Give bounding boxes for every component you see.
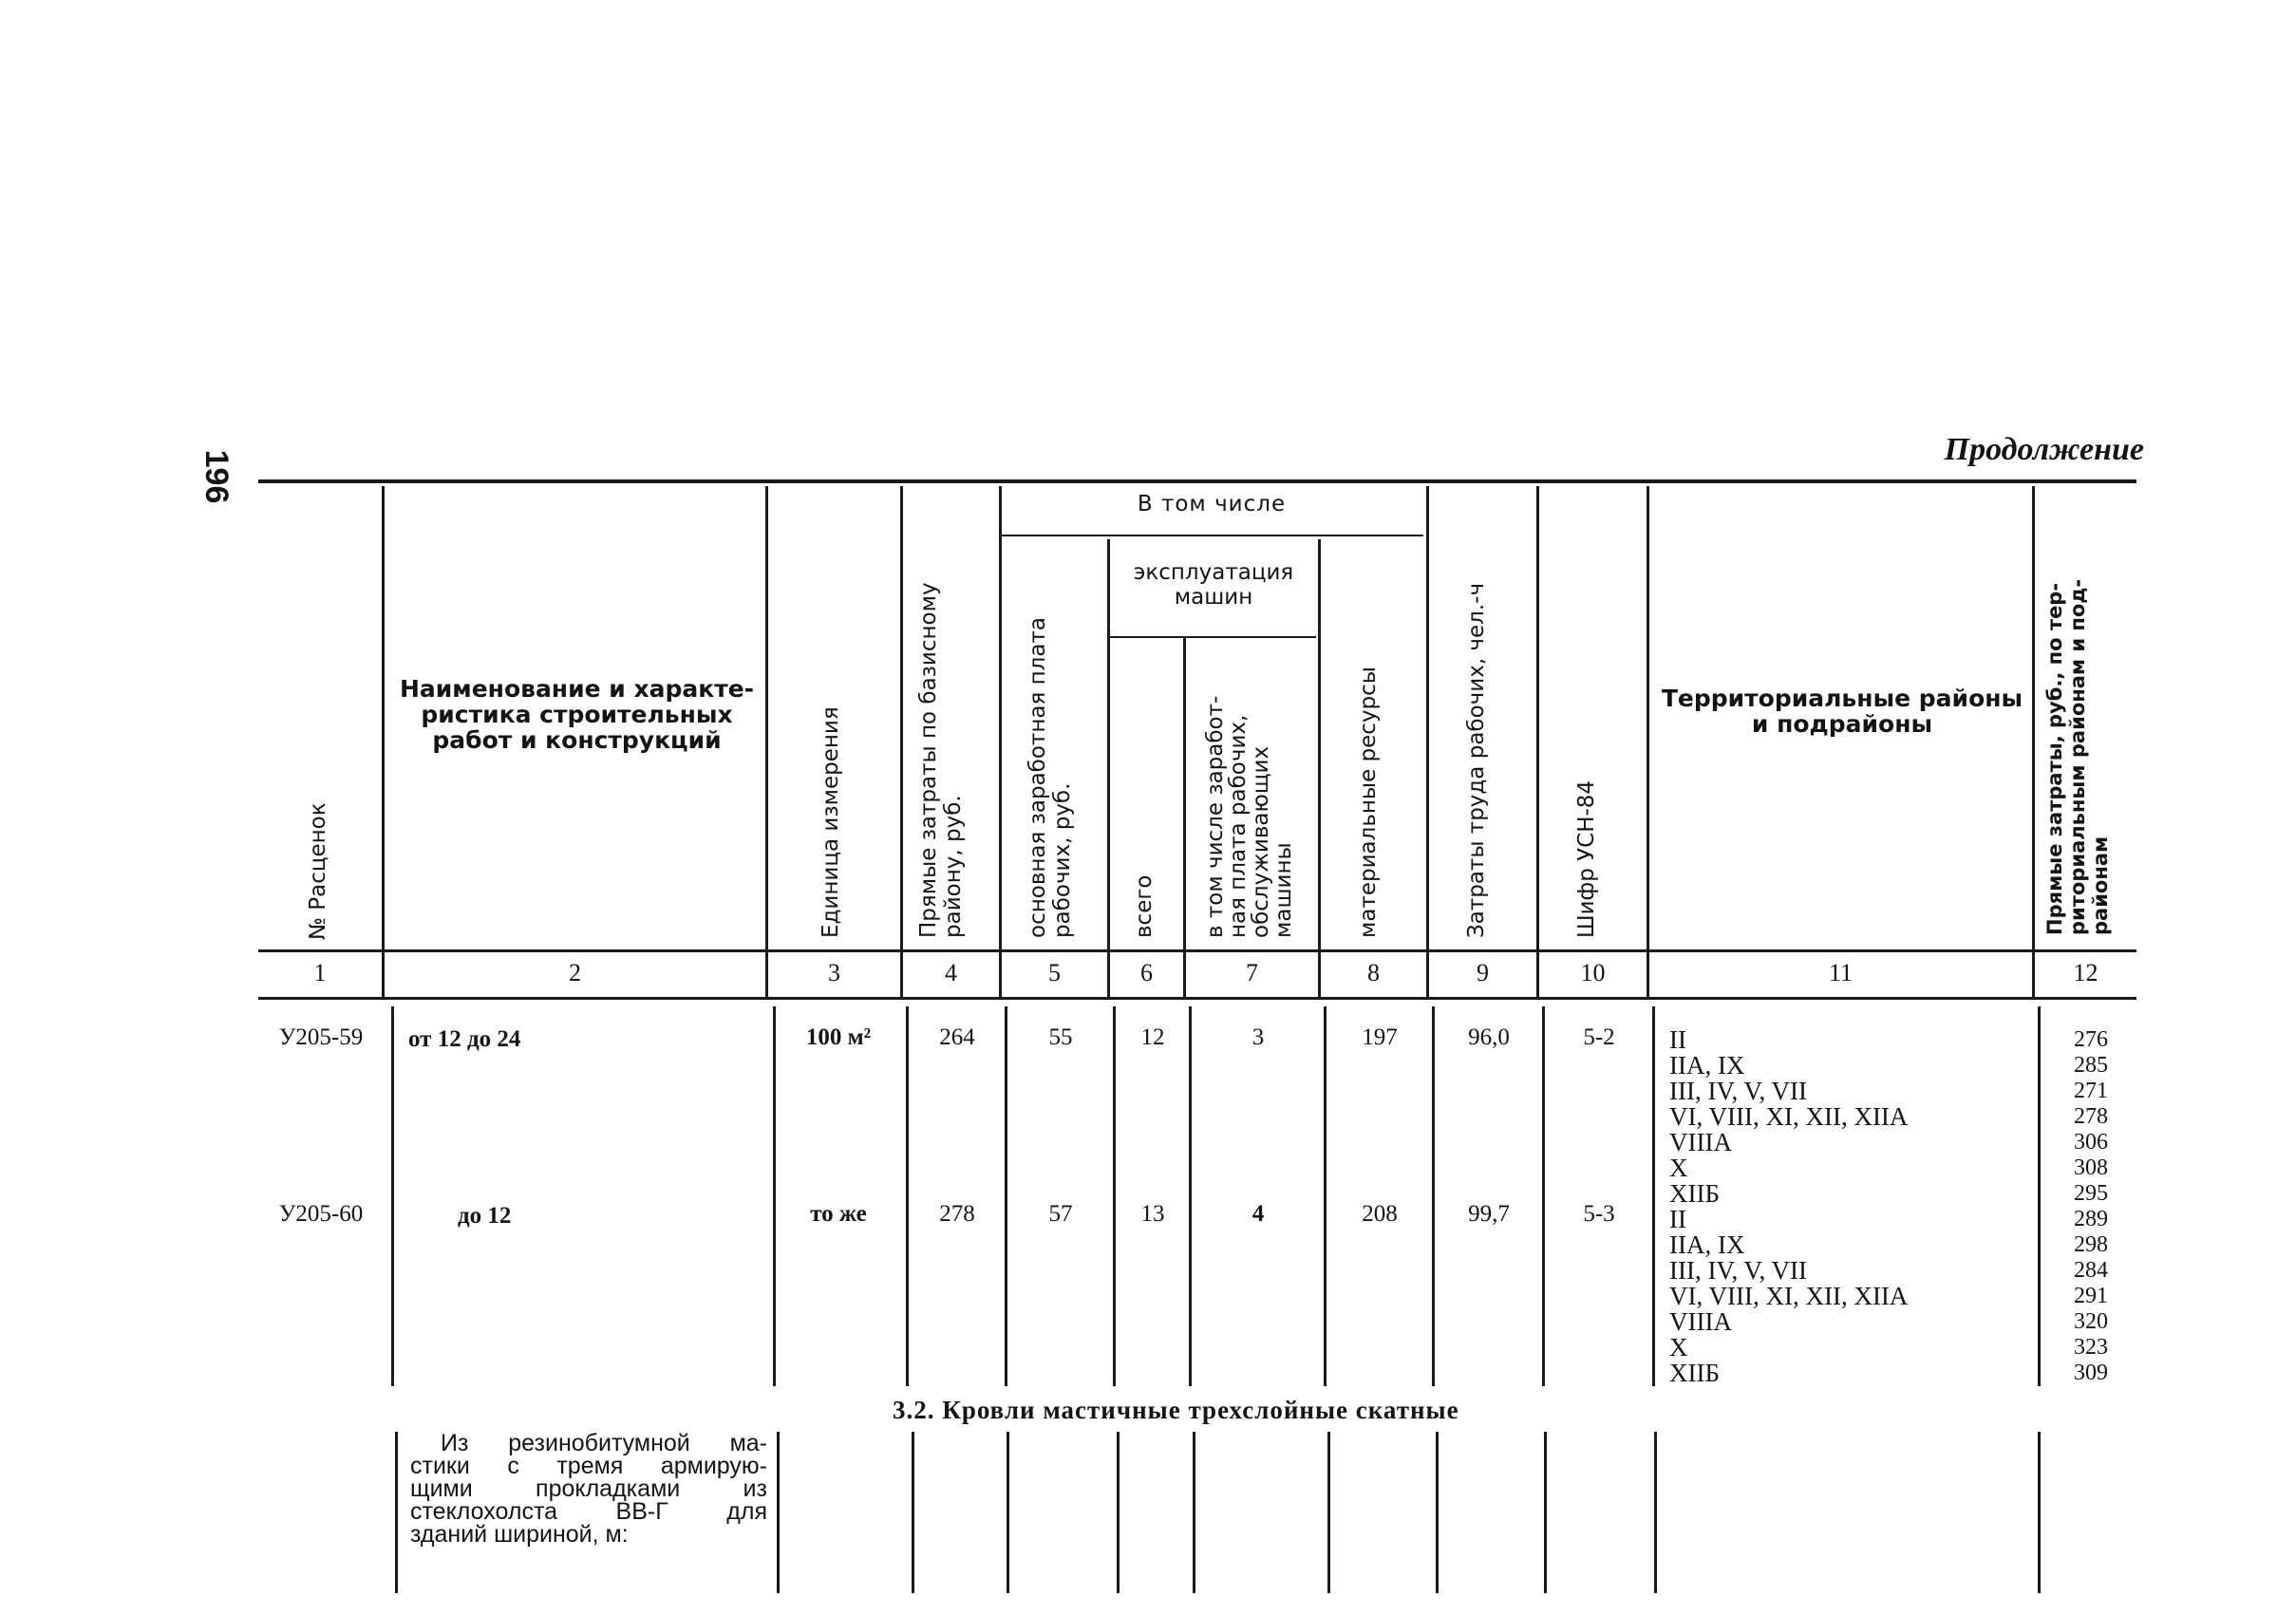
column-number: 10 [1580, 959, 1606, 986]
direct-cost: 264 [939, 1024, 975, 1050]
header-col6-machines-total: всего [1132, 874, 1157, 938]
column-number: 3 [828, 959, 840, 986]
header-col-separator [2032, 486, 2035, 997]
table-top-rule [258, 479, 2136, 483]
region: II [1669, 1025, 1686, 1054]
region: VI, VIII, XI, XII, XIIА [1669, 1102, 1909, 1131]
body-col-separator [1542, 1006, 1545, 1386]
labor: 96,0 [1468, 1024, 1510, 1050]
header-col-separator [1426, 486, 1429, 997]
regional-price: 320 [2074, 1309, 2108, 1334]
cipher: 5-2 [1583, 1024, 1615, 1050]
body-col-separator [777, 1432, 780, 1593]
work-name: до 12 [458, 1203, 512, 1229]
column-number: 5 [1048, 959, 1061, 986]
header-col-separator [382, 486, 385, 997]
region: II [1669, 1205, 1686, 1233]
section-intro-line: стеклохолста ВВ-Г для [410, 1498, 767, 1525]
header-group-including: В том числе [1137, 492, 1287, 516]
group-machines-rule [1109, 636, 1316, 638]
body-col-separator [1432, 1006, 1435, 1386]
machines-total: 12 [1140, 1024, 1165, 1050]
header-group-machines: эксплуатация машин [1133, 560, 1294, 610]
continuation-label: Продолжение [1944, 432, 2144, 467]
body-col-separator [773, 1006, 776, 1386]
header-col9-labor: Затраты труда рабочих, чел.-ч [1464, 582, 1489, 938]
base-wage: 57 [1048, 1201, 1073, 1227]
body-col-separator [1327, 1432, 1330, 1593]
column-number: 8 [1367, 959, 1380, 986]
body-col-separator [1436, 1432, 1439, 1593]
column-number: 4 [945, 959, 957, 986]
regional-price: 289 [2074, 1207, 2108, 1231]
header-col7-machine-operators-wage: в том числе заработ- ная плата рабочих, обслуживающих машины [1203, 695, 1296, 938]
regional-price: 306 [2074, 1130, 2108, 1155]
base-wage: 55 [1048, 1024, 1073, 1050]
region: X [1669, 1154, 1688, 1182]
rate-code: У205-60 [278, 1201, 364, 1227]
work-name: от 12 до 24 [408, 1026, 521, 1052]
rate-code: У205-59 [278, 1024, 364, 1050]
column-number: 12 [2073, 959, 2098, 986]
regional-prices [2042, 1027, 2108, 1207]
region: XIIБ [1669, 1359, 1720, 1387]
regional-price: 309 [2074, 1361, 2108, 1385]
region: X [1669, 1333, 1688, 1361]
body-col-separator [1652, 1006, 1655, 1386]
header-col1-rate-number: № Расценок [306, 802, 330, 940]
header-col-separator [1318, 539, 1321, 997]
body-col-separator [391, 1006, 394, 1386]
body-col-separator [2038, 1432, 2041, 1593]
body-col-separator [1005, 1006, 1007, 1386]
header-col-separator [765, 486, 768, 997]
regional-price: 298 [2074, 1232, 2108, 1257]
section-intro [410, 1432, 767, 1546]
header-col4-direct-cost: Прямые затраты по базисному району, руб. [916, 582, 966, 938]
regional-prices [2042, 1207, 2108, 1386]
machines-wage: 3 [1252, 1024, 1265, 1050]
region: IIА, IX [1669, 1051, 1745, 1080]
cipher: 5-3 [1583, 1201, 1615, 1227]
regional-price: 285 [2074, 1053, 2108, 1078]
regional-price: 276 [2074, 1027, 2108, 1052]
machines-total: 13 [1140, 1201, 1165, 1227]
header-col-separator [900, 486, 903, 997]
body-col-separator [1654, 1432, 1657, 1593]
unit: 100 м² [805, 1024, 872, 1050]
column-number: 7 [1246, 959, 1258, 986]
regional-price: 323 [2074, 1335, 2108, 1360]
column-number: 6 [1140, 959, 1153, 986]
header-col10-cipher: Шифр УСН-84 [1574, 779, 1599, 938]
body-col-separator [2038, 1006, 2041, 1386]
section-intro-line: Из резинобитумной ма- [441, 1430, 767, 1456]
body-col-separator [1113, 1006, 1116, 1386]
region: VI, VIII, XI, XII, XIIА [1669, 1282, 1909, 1310]
region: VIIIА [1669, 1307, 1732, 1336]
body-col-separator [1544, 1432, 1547, 1593]
region: IIА, IX [1669, 1230, 1745, 1259]
header-col-separator [999, 486, 1002, 997]
region: III, IV, V, VII [1669, 1256, 1808, 1285]
header-col12-regional-cost: Прямые затраты, руб., по тер- риториальным районам и под- районам [2043, 578, 2112, 935]
body-col-separator [1007, 1432, 1009, 1593]
page-number: 196 [198, 449, 235, 504]
header-col-separator [1536, 486, 1539, 997]
regional-price: 278 [2074, 1104, 2108, 1129]
body-col-separator [906, 1006, 909, 1386]
regional-price: 291 [2074, 1284, 2108, 1308]
direct-cost: 278 [939, 1201, 975, 1227]
regional-price: 308 [2074, 1155, 2108, 1180]
header-col11-regions: Территориальные районы и подрайоны [1661, 685, 2023, 738]
body-col-separator [395, 1432, 398, 1593]
machines-wage: 4 [1252, 1201, 1265, 1227]
regional-price: 271 [2074, 1079, 2108, 1103]
column-number: 1 [313, 959, 327, 986]
regional-price: 284 [2074, 1258, 2108, 1283]
section-intro-line: щими прокладками из [410, 1475, 767, 1502]
region: XIIБ [1669, 1179, 1720, 1208]
header-col3-unit: Единица измерения [819, 706, 843, 938]
group-including-rule [1000, 535, 1423, 536]
section-title: 3.2. Кровли мастичные трехслойные скатные [893, 1396, 1459, 1424]
region: VIIIА [1669, 1128, 1732, 1156]
body-col-separator [1324, 1006, 1327, 1386]
body-col-separator [1193, 1432, 1195, 1593]
colnum-bottom-rule [258, 997, 2136, 1000]
body-col-separator [1117, 1432, 1120, 1593]
header-col-separator [1183, 638, 1186, 997]
header-col2-work-name: Наименование и характе- ристика строительных работ и конструкций [399, 675, 755, 754]
section-intro-line: зданий шириной, м: [410, 1521, 629, 1548]
body-col-separator [1189, 1006, 1192, 1386]
unit: то же [810, 1201, 867, 1227]
regions-list [1669, 1027, 2035, 1207]
header-col5-base-wage: основная заработная плата рабочих, руб. [1026, 617, 1075, 938]
region: III, IV, V, VII [1669, 1077, 1808, 1105]
column-number: 11 [1828, 959, 1854, 986]
materials: 197 [1362, 1024, 1398, 1050]
header-bottom-rule [258, 949, 2136, 952]
header-col-separator [1647, 486, 1649, 997]
regional-price: 295 [2074, 1181, 2108, 1206]
regions-list [1669, 1207, 2035, 1386]
labor: 99,7 [1468, 1201, 1510, 1227]
section-intro-line: стики с тремя армирую- [410, 1453, 767, 1479]
header-col8-materials: материальные ресурсы [1356, 667, 1381, 938]
column-number: 9 [1477, 959, 1489, 986]
materials: 208 [1362, 1201, 1398, 1227]
column-number: 2 [569, 959, 581, 986]
body-col-separator [912, 1432, 914, 1593]
